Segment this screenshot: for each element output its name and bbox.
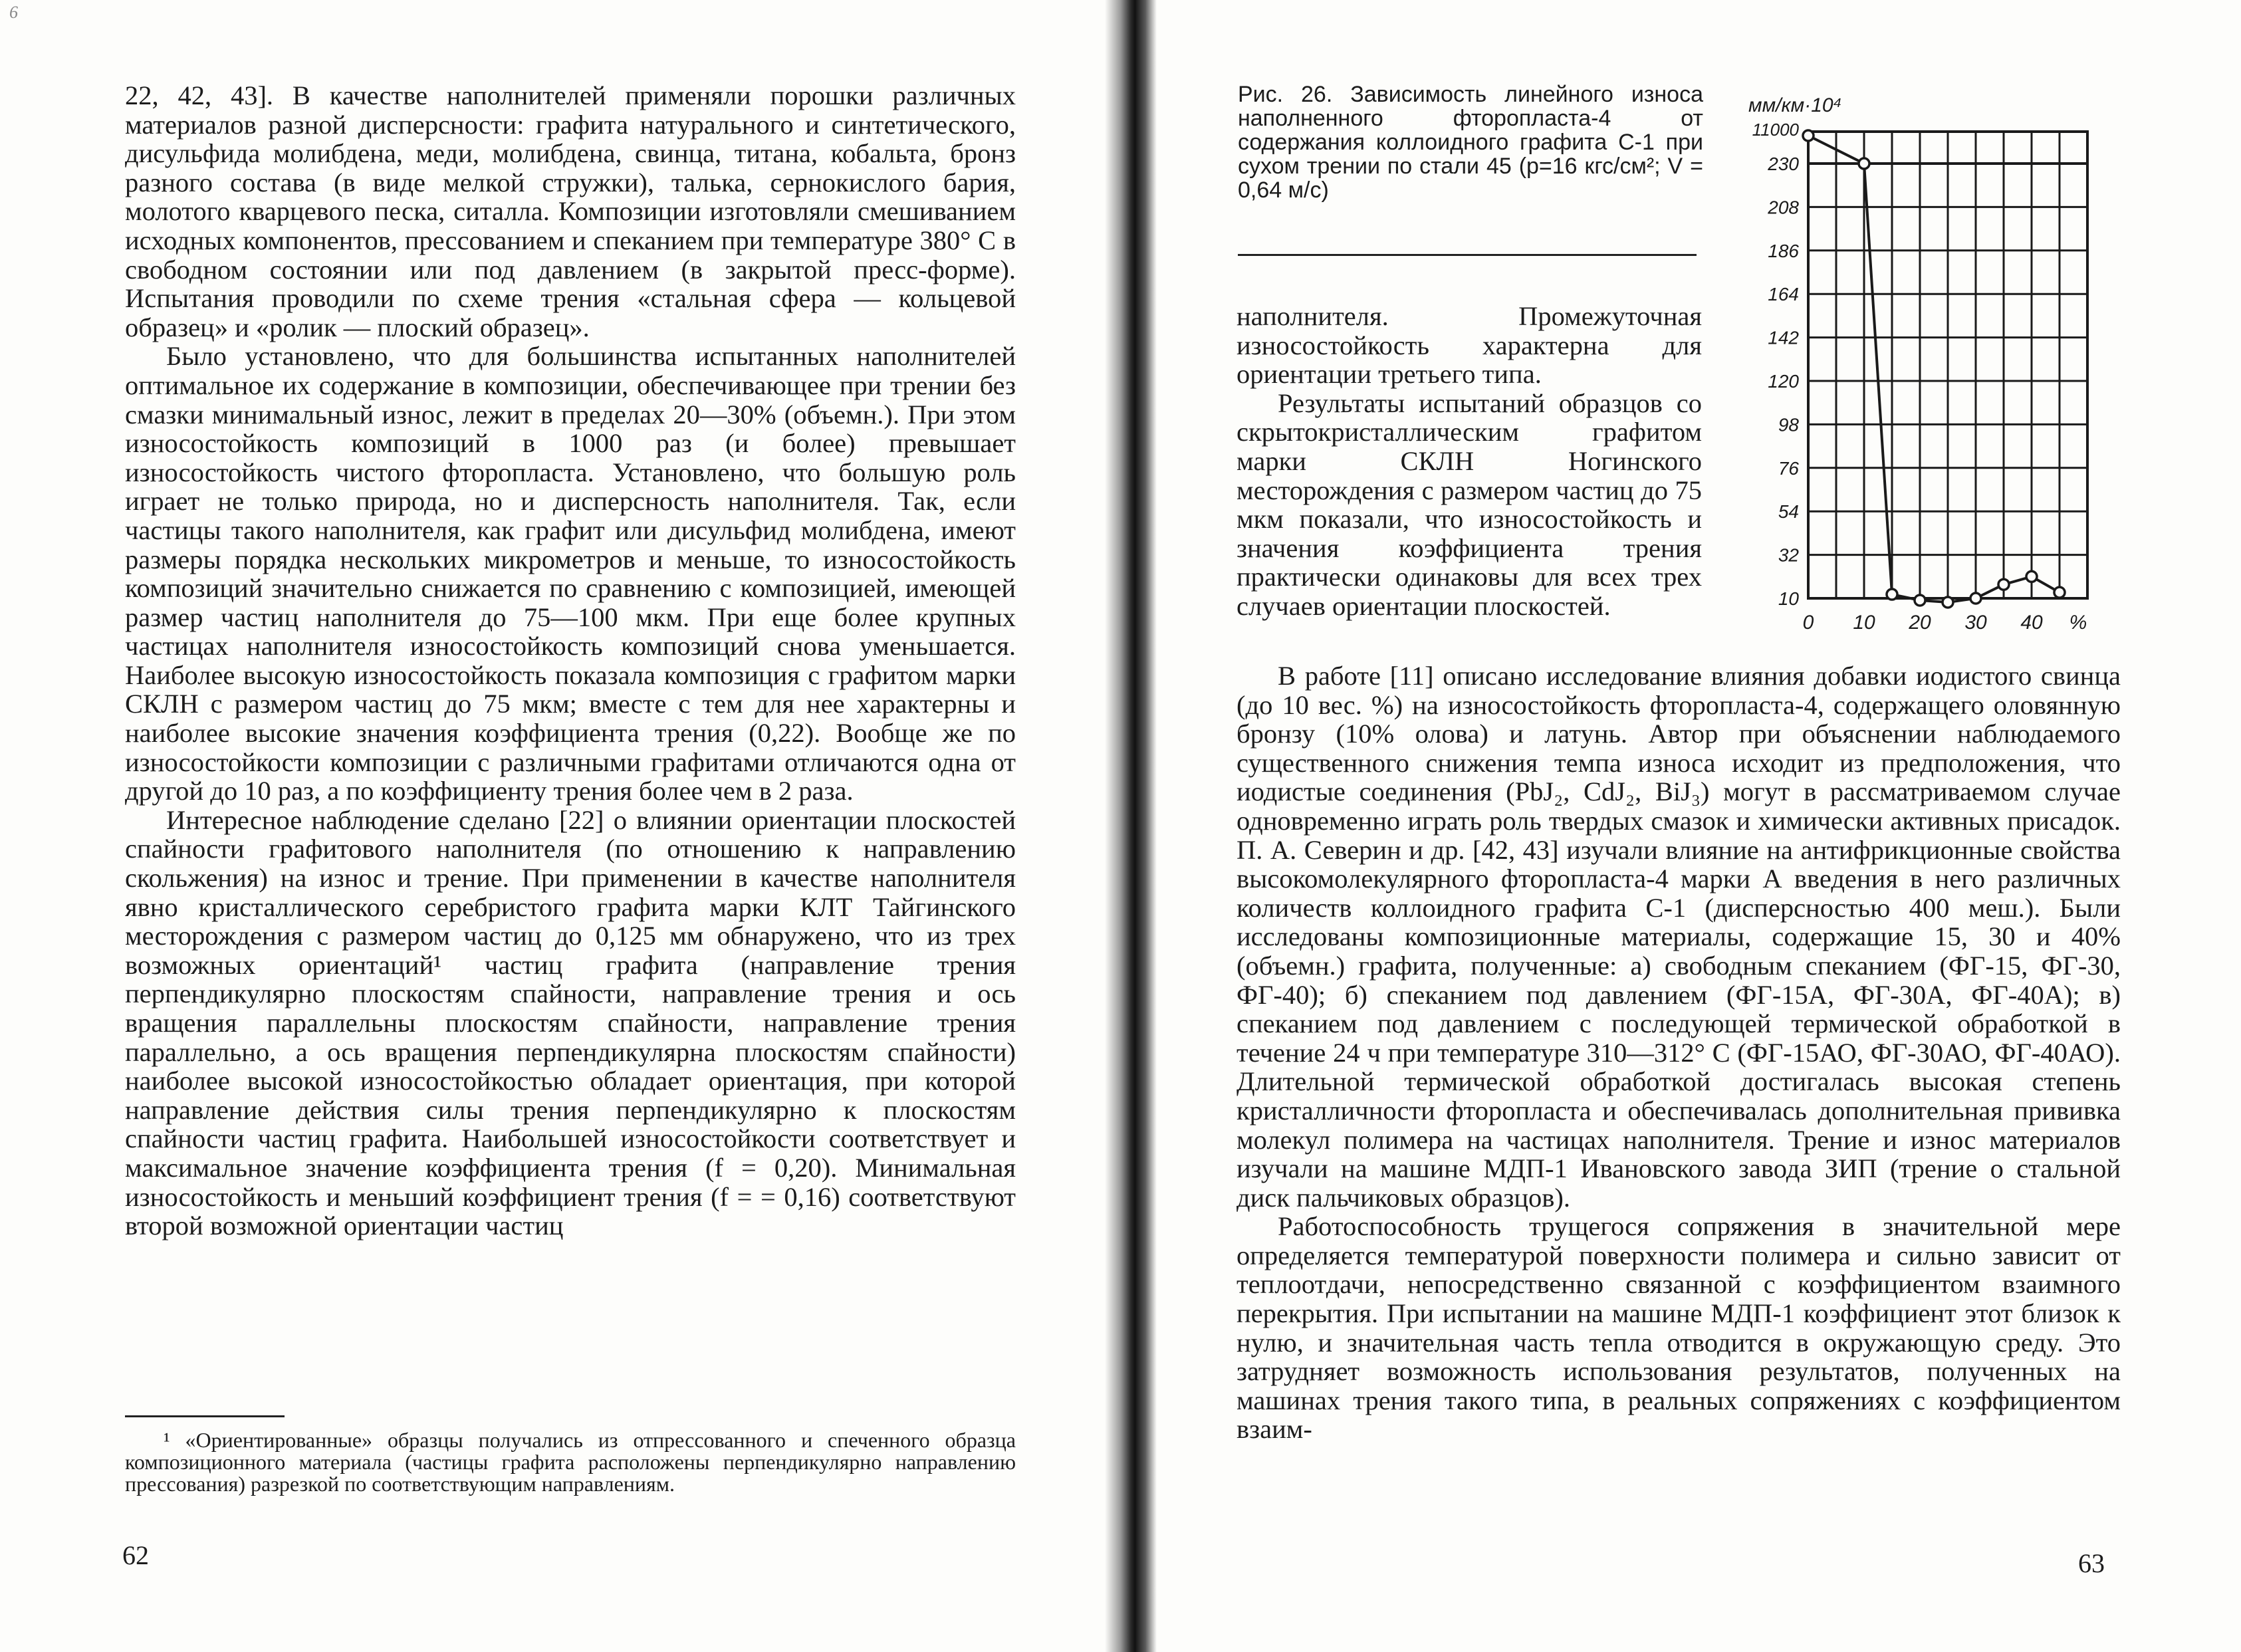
x-tick-label: 30 [1964,612,1987,634]
y-axis-label: мм/км·10⁴ [1748,94,1842,116]
y-tick-label: 186 [1768,240,1799,261]
data-point [1915,595,1925,606]
y-tick-label: 76 [1778,457,1799,479]
left-page [0,0,1104,1652]
wide-body-text [1237,661,2121,1444]
chart-canvas [1728,86,2101,638]
paragraph: Было установлено, что для большинства испытанных наполнителей оптимальное их содержание в композиции, обеспечивающее при трении без смазки минимальный износ, лежит в пределах 20—30% (объемн.). При этом износостойкость композиций в 1000 раз (и более) превышает износостойкость чистого фторопласта. Установлено, что большую роль играет не только природа, но и дисперсность наполнителя. Так, если частицы такого наполнителя, как графит или дисульфид молибдена, имеют размеры порядка нескольких микрометров и меньше, то износостойкость композиций значительно снижается по сравнению с композицией, имеющей размер частиц наполнителя до 75—100 мкм. При еще более крупных частицах наполнителя износостойкость композиций снова уменьшается. Наиболее высокую износостойкость показала композиция с графитом марки СКЛН с размером частиц до 75 мкм; вместе с тем для нее характерны и наиболее высокие значения коэффициента трения (0,22). Вообще же по износостойкости композиции с различными графитами отличаются одна от другой до 10 раз, а по коэффициенту трения более чем в 2 раза. [125,341,1016,806]
wear-chart [1728,86,2101,638]
footnote-divider [125,1415,285,1417]
series-line [1808,136,2060,602]
data-point [1998,579,2009,590]
chart-grid [1808,132,2087,598]
chart-points [1803,130,2065,608]
y-tick-label: 54 [1778,501,1799,523]
data-point [1943,597,1953,608]
data-point [1859,158,1869,169]
footnote: ¹ «Ориентированные» образцы получались из отпрессованного и спеченного образца композиционного материала (частицы графита расположены перпендикулярно направлению прессования) разрезкой по соответствующим направлениям. [125,1428,1016,1496]
paragraph: Результаты испытаний образцов со скрытокристаллическим графитом марки СКЛН Ногинского месторождения с размером частиц до 75 мкм показали, что износостойкость и значения коэффициента трения практически одинаковы для всех трех случаев ориентации плоскостей. [1237,388,1702,621]
y-tick-label: 230 [1768,154,1799,174]
data-point [2026,571,2037,582]
paragraph: Интересное наблюдение сделано [22] о влиянии ориентации плоскостей спайности графитового наполнителя (по отношению к направлению скольжения) на износ и трение. При применении в качестве наполнителя явно кристаллического серебристого графита марки КЛТ Тайгинского месторождения с размером частиц до 0,125 мм обнаружено, что из трех возможных ориентаций¹ частиц графита (направление трения перпендикулярно плоскостям спайности, направление трения и ось вращения параллельны плоскостям спайности, направление трения параллельно, а ось вращения перпендикулярна плоскостям спайности) наиболее высокой износостойкостью обладает ориентация, при которой направление действия силы трения перпендикулярно к плоскостям спайности частиц графита. Наибольшей износостойкости соответствует и максимальное значение коэффициента трения (f = 0,20). Минимальная износостойкость и меньший коэффициент трения (f = = 0,16) соответствуют второй возможной ориентации частиц [125,804,1016,1241]
y-tick-label: 32 [1778,544,1799,566]
x-axis-label: % [2069,612,2087,634]
data-point [1803,130,1814,141]
paragraph: наполнителя. Промежуточная износостойкость характерна для ориентации третьего типа. [1237,301,1702,390]
y-tick-label: 164 [1768,284,1799,305]
book-spine [1105,0,1157,1652]
data-point [1887,589,1897,600]
y-tick-label: 10 [1778,588,1799,609]
paragraph: В работе [11] описано исследование влияния добавки иодистого свинца (до 10 вес. %) на износостойкость фторопласта-4, содержащего оловянную бронзу (10% олова) и латунь. Автор при объяснении наблюдаемого существенного снижения темпа износа исходит из предположения, что иодистые соединения (PbJ₂, CdJ₂, BiJ₃) могут в рассматриваемом случае одновременно играть роль твердых смазок и химически активных присадок. П. А. Северин и др. [42, 43] изучали влияние на антифрикционные свойства высокомолекулярного фторопласта-4 марки А введения в него различных количеств коллоидного графита С-1 (дисперсностью 400 меш.). Были исследованы композиционные материалы, содержащие 15, 30 и 40% (объемн.) графита, полученные: а) свободным спеканием (ФГ-15, ФГ-30, ФГ-40); б) спеканием под давлением (ФГ-15А, ФГ-30А, ФГ-40А); в) спеканием под давлением с последующей термической обработкой в течение 24 ч при температуре 310—312° С (ФГ-15АО, ФГ-30АО, ФГ-40АО). Длительной термической обработкой достигалась высокая степень кристалличности фторопласта и обеспечивалась дополнительная прививка молекул полимера на частицах наполнителя. Трение и износ материалов изучали на машине МДП-1 Ивановского завода ЗИП (трение о стальной диск пальчиковых образцов). [1237,661,2121,1213]
page-number: 63 [2078,1548,2105,1578]
x-tick-label: 20 [1909,612,1931,634]
corner-mark: 6 [9,3,18,22]
y-tick-label: 142 [1768,327,1799,348]
figure-caption: Рис. 26. Зависимость линейного износа наполненного фторопласта-4 от содержания коллоидного графита С-1 при сухом трении по стали 45 (p=16 кгс/см²; V = 0,64 м/с) [1238,82,1703,203]
left-body-text [125,81,1016,1240]
narrow-body-text [1237,302,1702,621]
data-point [1970,593,1981,604]
x-tick-label: 10 [1853,612,1875,634]
y-tick-label: 11000 [1752,120,1799,140]
y-tick-label: 98 [1778,414,1799,435]
y-tick-label: 120 [1768,371,1799,392]
x-tick-label: 0 [1802,612,1814,634]
paragraph: Работоспособность трущегося сопряжения в значительной мере определяется температурой поверхности полимера и сильно зависит от теплоотдачи, непосредственно связанной с коэффициентом взаимного перекрытия. При испытании на машине МДП-1 коэффициент этот близок к нулю, и значительная часть тепла отводится в окружающую среду. Это затрудняет возможность использования результатов, полученных на машинах трения такого типа, в реальных сопряжениях с коэффициентом взаим- [1237,1211,2121,1445]
page-number: 62 [122,1540,149,1570]
x-tick-label: 40 [2020,612,2043,634]
paragraph: 22, 42, 43]. В качестве наполнителей применяли порошки различных материалов разной дисперсности: графита натурального и синтетического, дисульфида молибдена, меди, молибдена, свинца, титана, кобальта, бронз разного состава (в виде мелкой стружки), талька, сернокислого бария, молотого кварцевого песка, ситалла. Композиции изготовляли смешиванием исходных компонентов, прессованием и спеканием при температуре 380° С в свободном состоянии или под давлением (в закрытой пресс-форме). Испытания проводили по схеме трения «стальная сфера — кольцевой образец» и «ролик — плоский образец». [125,80,1016,342]
caption-divider [1238,254,1697,256]
data-point [2054,587,2065,598]
y-tick-label: 208 [1768,197,1799,218]
